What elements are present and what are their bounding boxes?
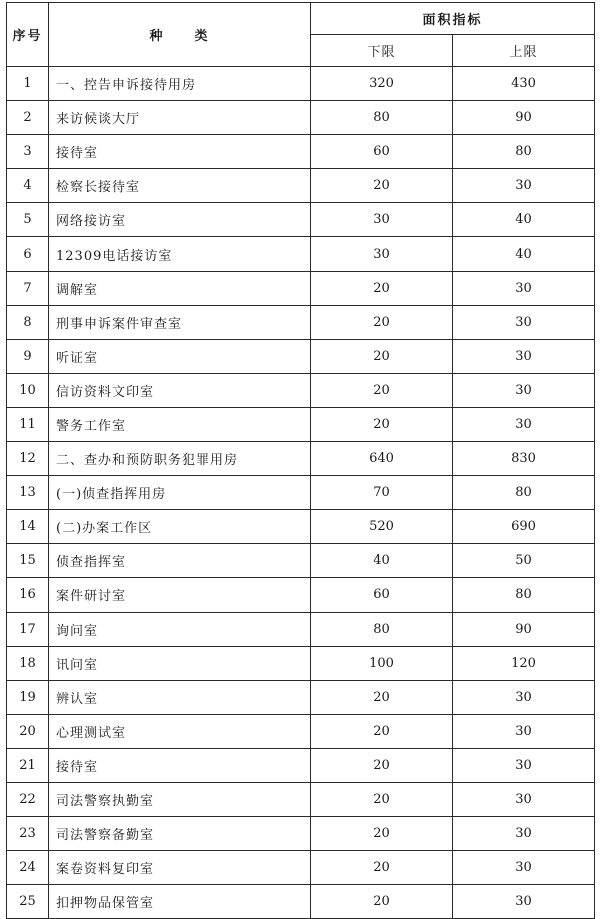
table-row [7, 237, 595, 271]
header-row-1 [7, 3, 595, 35]
row-upper-limit: 30 [453, 271, 595, 305]
row-category-name: 辨认室 [49, 680, 311, 714]
row-lower-limit: 20 [311, 169, 453, 203]
row-category-name: 信访资料文印室 [49, 373, 311, 407]
row-lower-limit: 640 [311, 442, 453, 476]
row-index: 8 [7, 305, 49, 339]
row-index: 16 [7, 578, 49, 612]
row-lower-limit: 20 [311, 271, 453, 305]
table-row [7, 373, 595, 407]
row-index: 1 [7, 67, 49, 101]
row-category-name: (二)办案工作区 [49, 510, 311, 544]
row-lower-limit: 20 [311, 885, 453, 919]
row-lower-limit: 20 [311, 851, 453, 885]
row-upper-limit: 690 [453, 510, 595, 544]
table-row [7, 851, 595, 885]
row-index: 10 [7, 373, 49, 407]
row-index: 9 [7, 339, 49, 373]
table-row [7, 782, 595, 816]
row-upper-limit: 30 [453, 305, 595, 339]
table-row [7, 714, 595, 748]
header-index: 序号 [7, 3, 49, 67]
row-category-name: 司法警察执勤室 [49, 782, 311, 816]
row-upper-limit: 90 [453, 612, 595, 646]
table-row [7, 578, 595, 612]
area-index-table-container [6, 2, 594, 919]
table-row [7, 817, 595, 851]
table-row [7, 612, 595, 646]
row-category-name: 12309电话接访室 [49, 237, 311, 271]
table-row [7, 305, 595, 339]
table-row [7, 135, 595, 169]
row-category-name: 接待室 [49, 748, 311, 782]
row-index: 25 [7, 885, 49, 919]
row-upper-limit: 30 [453, 407, 595, 441]
header-lower: 下限 [311, 35, 453, 67]
row-lower-limit: 20 [311, 407, 453, 441]
row-category-name: 检察长接待室 [49, 169, 311, 203]
header-category: 种 类 [49, 3, 311, 67]
row-lower-limit: 30 [311, 237, 453, 271]
row-upper-limit: 30 [453, 373, 595, 407]
table-row [7, 510, 595, 544]
row-index: 4 [7, 169, 49, 203]
row-upper-limit: 30 [453, 169, 595, 203]
row-upper-limit: 120 [453, 646, 595, 680]
table-row [7, 407, 595, 441]
row-lower-limit: 60 [311, 135, 453, 169]
row-lower-limit: 80 [311, 101, 453, 135]
row-category-name: (一)侦查指挥用房 [49, 476, 311, 510]
row-upper-limit: 30 [453, 680, 595, 714]
row-lower-limit: 20 [311, 782, 453, 816]
row-upper-limit: 30 [453, 714, 595, 748]
table-row [7, 203, 595, 237]
row-lower-limit: 40 [311, 544, 453, 578]
row-lower-limit: 20 [311, 680, 453, 714]
row-index: 14 [7, 510, 49, 544]
row-lower-limit: 520 [311, 510, 453, 544]
row-upper-limit: 30 [453, 782, 595, 816]
row-upper-limit: 30 [453, 339, 595, 373]
row-index: 11 [7, 407, 49, 441]
row-lower-limit: 20 [311, 714, 453, 748]
row-category-name: 案件研讨室 [49, 578, 311, 612]
row-category-name: 来访候谈大厅 [49, 101, 311, 135]
row-category-name: 侦查指挥室 [49, 544, 311, 578]
row-upper-limit: 430 [453, 67, 595, 101]
table-row [7, 442, 595, 476]
table-body [7, 67, 595, 919]
table-header [7, 3, 595, 67]
row-category-name: 接待室 [49, 135, 311, 169]
row-upper-limit: 40 [453, 237, 595, 271]
row-index: 24 [7, 851, 49, 885]
row-index: 12 [7, 442, 49, 476]
table-row [7, 271, 595, 305]
row-category-name: 二、查办和预防职务犯罪用房 [49, 442, 311, 476]
row-upper-limit: 80 [453, 135, 595, 169]
row-category-name: 刑事申诉案件审查室 [49, 305, 311, 339]
table-row [7, 169, 595, 203]
row-category-name: 讯问室 [49, 646, 311, 680]
row-lower-limit: 30 [311, 203, 453, 237]
row-upper-limit: 80 [453, 578, 595, 612]
row-upper-limit: 830 [453, 442, 595, 476]
row-index: 18 [7, 646, 49, 680]
row-lower-limit: 60 [311, 578, 453, 612]
row-category-name: 心理测试室 [49, 714, 311, 748]
row-index: 23 [7, 817, 49, 851]
row-lower-limit: 320 [311, 67, 453, 101]
row-upper-limit: 30 [453, 817, 595, 851]
row-upper-limit: 40 [453, 203, 595, 237]
row-upper-limit: 30 [453, 885, 595, 919]
row-category-name: 扣押物品保管室 [49, 885, 311, 919]
table-row [7, 646, 595, 680]
table-row [7, 67, 595, 101]
row-category-name: 调解室 [49, 271, 311, 305]
row-lower-limit: 70 [311, 476, 453, 510]
row-category-name: 司法警察备勤室 [49, 817, 311, 851]
row-upper-limit: 90 [453, 101, 595, 135]
row-upper-limit: 30 [453, 748, 595, 782]
row-index: 5 [7, 203, 49, 237]
table-row [7, 680, 595, 714]
row-category-name: 听证室 [49, 339, 311, 373]
row-category-name: 案卷资料复印室 [49, 851, 311, 885]
row-index: 7 [7, 271, 49, 305]
row-lower-limit: 20 [311, 305, 453, 339]
row-index: 6 [7, 237, 49, 271]
row-lower-limit: 20 [311, 748, 453, 782]
header-upper: 上限 [453, 35, 595, 67]
table-row [7, 339, 595, 373]
row-lower-limit: 20 [311, 339, 453, 373]
row-category-name: 一、控告申诉接待用房 [49, 67, 311, 101]
area-index-table [6, 2, 595, 919]
row-index: 2 [7, 101, 49, 135]
row-category-name: 警务工作室 [49, 407, 311, 441]
row-index: 13 [7, 476, 49, 510]
table-row [7, 885, 595, 919]
row-index: 15 [7, 544, 49, 578]
header-area: 面积指标 [311, 3, 595, 35]
row-index: 19 [7, 680, 49, 714]
row-lower-limit: 20 [311, 817, 453, 851]
row-index: 21 [7, 748, 49, 782]
row-lower-limit: 100 [311, 646, 453, 680]
row-upper-limit: 80 [453, 476, 595, 510]
row-index: 3 [7, 135, 49, 169]
row-upper-limit: 50 [453, 544, 595, 578]
row-lower-limit: 20 [311, 373, 453, 407]
row-category-name: 询问室 [49, 612, 311, 646]
row-index: 22 [7, 782, 49, 816]
table-row [7, 748, 595, 782]
row-upper-limit: 30 [453, 851, 595, 885]
table-row [7, 101, 595, 135]
row-category-name: 网络接访室 [49, 203, 311, 237]
table-row [7, 544, 595, 578]
row-index: 20 [7, 714, 49, 748]
row-index: 17 [7, 612, 49, 646]
row-lower-limit: 80 [311, 612, 453, 646]
table-row [7, 476, 595, 510]
